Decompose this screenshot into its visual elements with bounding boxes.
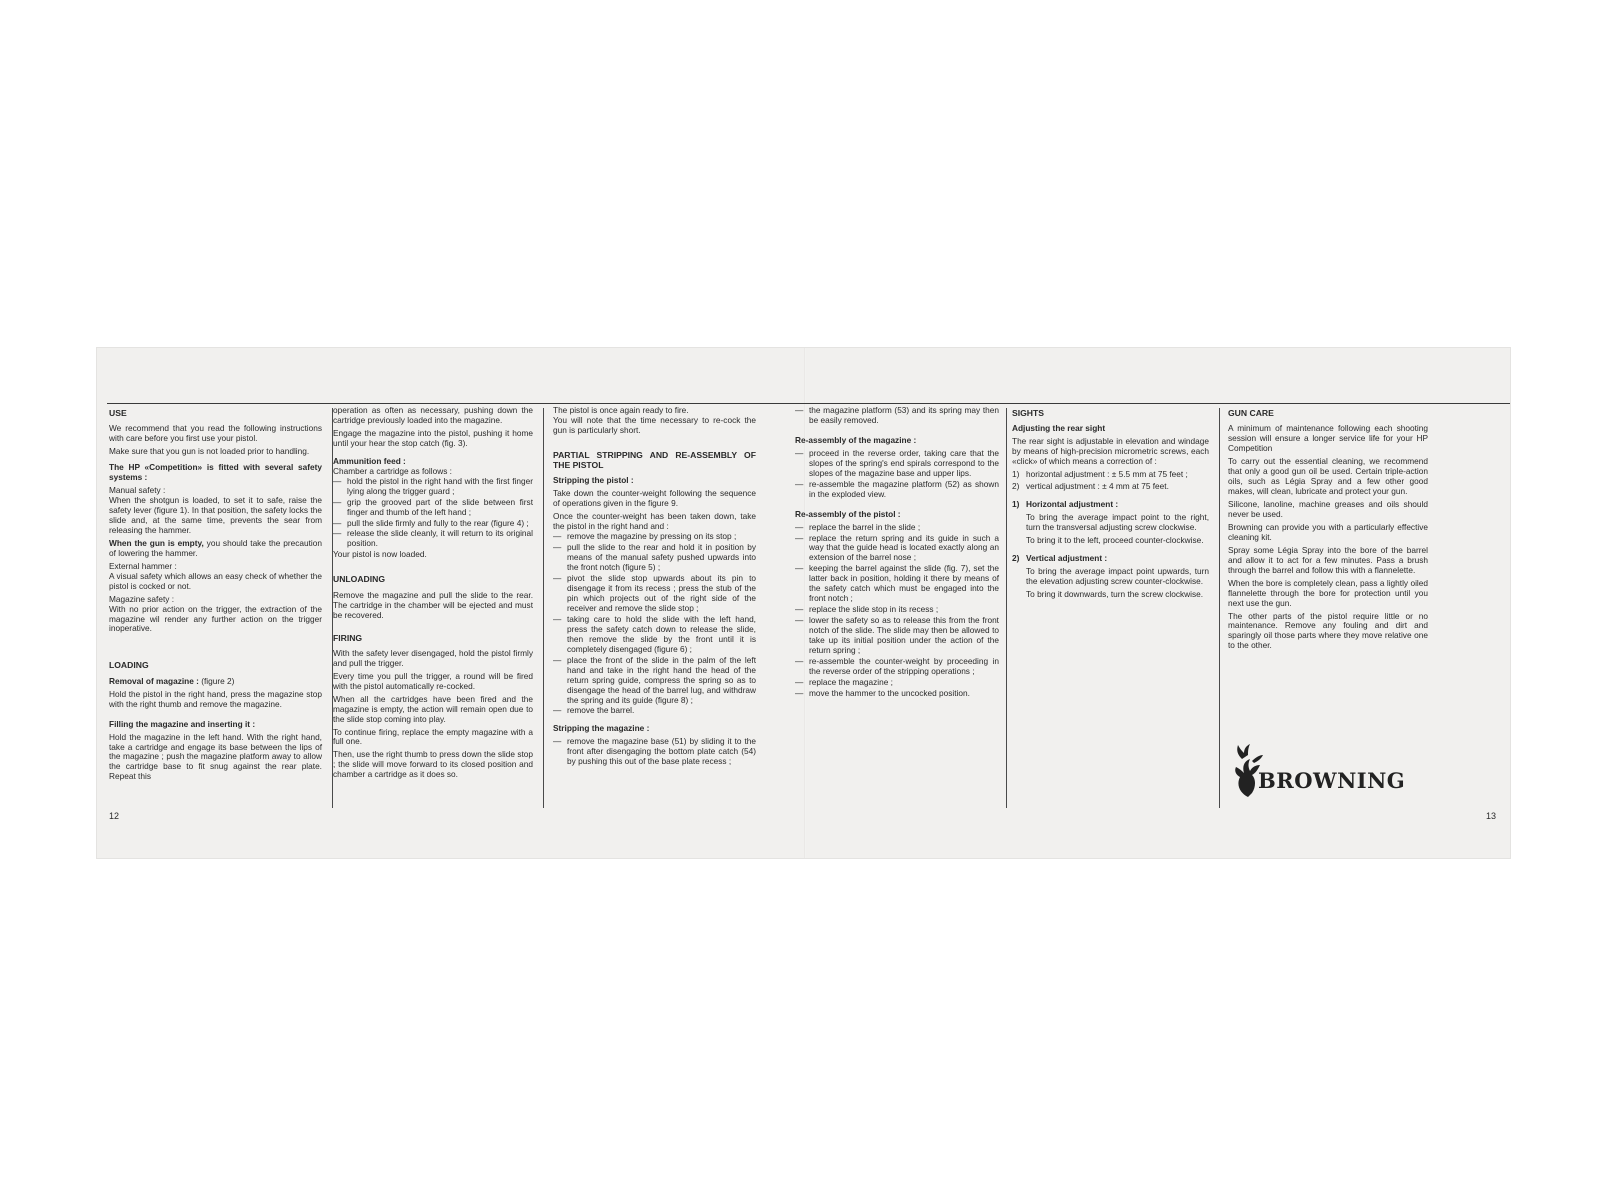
item-number: 1) (1012, 469, 1020, 480)
dash-bullet: — (795, 405, 804, 415)
browning-logo (1230, 743, 1406, 803)
item-number: 2) (1012, 552, 1020, 563)
list-ammunition (333, 477, 533, 550)
list-item (795, 616, 999, 656)
list-item (795, 406, 999, 426)
label-magazine-safety: Magazine safety : (109, 593, 175, 604)
column-divider (543, 408, 544, 808)
page-number-left: 12 (109, 811, 120, 821)
dash-bullet: — (795, 687, 804, 698)
paragraph: With no prior action on the trigger, the extraction of the magazine wil render any further action on the trigger inoperative. (109, 603, 322, 634)
paragraph: To bring it to the left, proceed counter-clockwise. (1026, 534, 1204, 545)
list-item (333, 529, 533, 549)
section-heading-loading: LOADING (109, 660, 149, 671)
paragraph: Remove the magazine and pull the slide to the rear. The cartridge in the chamber will be ejected and must be recovered. (333, 589, 533, 620)
list-item-text: the magazine platform (53) and its spring may then be easily removed. (809, 405, 999, 425)
text: Vertical adjustment : (1026, 552, 1108, 563)
dash-bullet: — (553, 542, 562, 553)
list-reassembly-magazine (795, 449, 999, 500)
list-item-text: pivot the slide stop upwards about its pin to disengage it from its recess ; press the stub of the pin which projects out of the right side of the receiver and remove the slide stop ; (567, 573, 756, 613)
list-stripping (553, 532, 756, 716)
paragraph: Browning can provide you with a particularly effective cleaning kit. (1228, 521, 1428, 542)
list-item-text: remove the magazine by pressing on its stop ; (567, 531, 737, 542)
subheading-stripping-pistol: Stripping the pistol : (553, 475, 634, 486)
list-reassembly-pistol (795, 523, 999, 699)
dash-bullet: — (553, 531, 562, 542)
dash-bullet: — (553, 705, 562, 716)
list-item-text: pull the slide to the rear and hold it in position by means of the manual safety pushed upwards into the front notch (figure 5) ; (567, 542, 756, 573)
numbered-item (1012, 470, 1209, 480)
subheading-reassembly-pistol: Re-assembly of the pistol : (795, 508, 901, 519)
paragraph: A visual safety which allows an easy check of whether the pistol is cocked or not. (109, 570, 322, 591)
paragraph: To bring the average impact point upwards, turn the elevation adjusting screw counter-clockwise. (1026, 565, 1209, 586)
list-item (795, 523, 999, 533)
list-item (795, 605, 999, 615)
list-item-text: proceed in the reverse order, taking care that the slopes of the spring's end spirals correspond to the slopes of the magazine base and upper lips. (809, 447, 999, 478)
subheading-rear-sight: Adjusting the rear sight (1012, 423, 1106, 434)
subheading-filling: Filling the magazine and inserting it : (109, 718, 256, 729)
list-item-text: replace the magazine ; (809, 676, 893, 687)
item-number: 2) (1012, 481, 1020, 492)
list-item (795, 449, 999, 479)
list-item-text: remove the barrel. (567, 705, 635, 716)
list-item (795, 657, 999, 677)
dash-bullet: — (795, 532, 804, 543)
paragraph: The pistol is once again ready to fire. (553, 405, 689, 415)
paragraph: To bring the average impact point to the right, turn the transversal adjusting screw clockwise. (1026, 511, 1209, 532)
list-item-text: replace the return spring and its guide in such a way that the guide head is located exactly along an extension of the barrel nose ; (809, 532, 999, 563)
paragraph: The rear sight is adjustable in elevation and windage by means of high-precision micrometric screws, each «click» of which means a correction of : (1012, 436, 1209, 467)
dash-bullet: — (553, 613, 562, 624)
section-heading-firing: FIRING (333, 632, 363, 643)
item-text: horizontal adjustment : ± 5.5 mm at 75 feet ; (1026, 469, 1188, 480)
list-item-text: grip the grooved part of the slide between first finger and thumb of the left hand ; (347, 496, 533, 517)
list-continued (795, 406, 999, 426)
list-item-text: re-assemble the counter-weight by proceeding in the reverse order of the stripping operations ; (809, 655, 999, 676)
dash-bullet: — (333, 528, 342, 539)
item-text: vertical adjustment : ± 4 mm at 75 feet. (1026, 481, 1169, 492)
item-number: 1) (1012, 499, 1020, 510)
paragraph: The other parts of the pistol require little or no maintenance. Remove any fouling and dirt and sparingly oil those parts where they move relative one to the other. (1228, 610, 1428, 651)
paragraph: When the shotgun is loaded, to set it to safe, raise the safety lever (figure 1). In that position, the safety locks the slide and, at the same time, prevents the sear from releasing the hammer. (109, 495, 322, 535)
dash-bullet: — (795, 604, 804, 615)
paragraph: With the safety lever disengaged, hold the pistol firmly and pull the trigger. (333, 647, 533, 668)
list-item (795, 689, 999, 699)
subheading-removal (109, 677, 322, 687)
paragraph: We recommend that you read the following instructions with care before you first use your pistol. (109, 423, 322, 444)
list-item-text: release the slide cleanly, it will return to its original position. (347, 528, 533, 549)
section-heading-sights: SIGHTS (1012, 408, 1044, 418)
paragraph: When all the cartridges have been fired and the magazine is empty, the action will remain open due to the slide stop coming into play. (333, 693, 533, 724)
paragraph: Then, use the right thumb to press down the slide stop ; the slide will move forward to its closed position and chamber a cartridge as it does so. (333, 749, 533, 780)
paragraph: A minimum of maintenance following each shooting session will ensure a longer service life for your HP Competition (1228, 423, 1428, 454)
subheading-safety-systems: The HP «Competition» is fitted with several safety systems : (109, 462, 322, 483)
list-item-text: hold the pistol in the right hand with the first finger lying along the trigger guard ; (347, 475, 533, 496)
dash-bullet: — (795, 676, 804, 687)
dash-bullet: — (333, 475, 342, 486)
paragraph: operation as often as necessary, pushing down the cartridge previously loaded into the magazine. (333, 405, 533, 425)
list-item-text: keeping the barrel against the slide (fig. 7), set the latter back in position, holding it there by means of the safety catch which must be engaged into the front notch ; (809, 563, 999, 604)
dash-bullet: — (333, 496, 342, 507)
list-item-text: remove the magazine base (51) by sliding it to the front after disengaging the bottom plate catch (54) by pushing this out of the base plate recess ; (567, 736, 756, 767)
list-stripping-magazine (553, 737, 756, 767)
text: (figure 2) (198, 675, 235, 686)
column-divider (1006, 408, 1007, 808)
text: Horizontal adjustment : (1026, 499, 1119, 510)
paragraph: Chamber a cartridge as follows : (333, 465, 452, 476)
text: you should take the precaution of lowering the hammer. (109, 537, 322, 558)
paragraph: Once the counter-weight has been taken down, take the pistol in the right hand and : (553, 511, 756, 532)
dash-bullet: — (553, 654, 562, 665)
dash-bullet: — (333, 517, 342, 528)
paragraph: Make sure that you gun is not loaded prior to handling. (109, 446, 310, 457)
text: Removal of magazine : (109, 675, 199, 686)
column-sights (1012, 406, 1209, 603)
section-heading-use: USE (109, 408, 127, 418)
dash-bullet: — (795, 521, 804, 532)
list-item (553, 737, 756, 767)
list-item-text: replace the barrel in the slide ; (809, 521, 921, 532)
column-use-loading (109, 406, 322, 785)
dash-bullet: — (795, 615, 804, 626)
list-item-text: replace the slide stop in its recess ; (809, 604, 939, 615)
column-gun-care (1228, 406, 1428, 654)
header-rule (107, 403, 1510, 404)
paragraph: Spray some Légia Spray into the bore of the barrel and allow it to act for a few minutes. Pass a brush through the barrel and follow this with a flannelette. (1228, 544, 1428, 575)
label-manual-safety: Manual safety : (109, 485, 166, 496)
subheading-reassembly-magazine: Re-assembly of the magazine : (795, 434, 917, 445)
manual-spread (97, 348, 1510, 858)
list-item (333, 477, 533, 497)
column-reassembly (795, 406, 999, 700)
list-item-text: pull the slide firmly and fully to the rear (figure 4) ; (347, 517, 529, 528)
page-number-right: 13 (1485, 811, 1496, 821)
section-heading-gun-care: GUN CARE (1228, 408, 1274, 418)
paragraph: To continue firing, replace the empty magazine with a full one. (333, 726, 533, 747)
column-stripping (553, 406, 756, 768)
list-item (795, 678, 999, 688)
list-adjustments (1012, 470, 1209, 492)
list-item (553, 615, 756, 655)
dash-bullet: — (553, 736, 562, 747)
list-item (553, 656, 756, 706)
list-item-text: lower the safety so as to release this from the front notch of the slide. The slide may then be allowed to take up its initial position under the action of the return spring ; (809, 615, 999, 656)
dash-bullet: — (795, 655, 804, 666)
list-item (553, 706, 756, 716)
subheading-ammunition: Ammunition feed : (333, 455, 406, 466)
paragraph: Engage the magazine into the pistol, pushing it home until your hear the stop catch (fig. 3). (333, 427, 533, 448)
subheading-horizontal (1012, 500, 1209, 510)
paragraph: Silicone, lanoline, machine greases and oils should never be used. (1228, 498, 1428, 519)
paragraph: You will note that the time necessary to re-cock the gun is particularly short. (553, 414, 756, 435)
paragraph-empty-gun (109, 539, 322, 559)
list-item-text: taking care to hold the slide with the left hand, press the safety catch down to release the slide, then remove the slide by the front until it is completely disengaged (figure 6) ; (567, 613, 756, 654)
section-heading-partial-stripping: PARTIAL STRIPPING AND RE-ASSEMBLY OF THE PISTOL (553, 449, 756, 471)
subheading-stripping-magazine: Stripping the magazine : (553, 723, 650, 734)
list-item (553, 574, 756, 614)
list-item (553, 532, 756, 542)
paragraph: Take down the counter-weight following the sequence of operations given in the figure 9. (553, 488, 756, 509)
list-item (333, 498, 533, 518)
list-item-text: place the front of the slide in the palm of the left hand and take in the right hand the head of the return spring guide, compress the spring so as to disengage the head of the barrel lug, and withdraw the spring and its guide (figure 8) ; (567, 654, 756, 705)
paragraph: Your pistol is now loaded. (333, 549, 427, 560)
paragraph: Hold the magazine in the left hand. With the right hand, take a cartridge and engage its base between the lips of the magazine ; push the magazine platform away to allow the cartridge base to fit snug against the rear plate. Repeat this (109, 731, 322, 782)
column-ammunition-firing (333, 406, 533, 783)
label-external-hammer: External hammer : (109, 560, 177, 571)
list-item (333, 519, 533, 529)
dash-bullet: — (553, 573, 562, 584)
paragraph: To carry out the essential cleaning, we recommend that only a good gun oil be used. Certain triple-action oils, such as Légia Spray and a few other good makes, will clean, lubricate and protect your gun. (1228, 456, 1428, 497)
list-item (795, 564, 999, 604)
section-heading-unloading: UNLOADING (333, 574, 386, 585)
dash-bullet: — (795, 563, 804, 574)
column-divider (1219, 408, 1220, 808)
list-item-text: move the hammer to the uncocked position. (809, 687, 970, 698)
paragraph: To bring it downwards, turn the screw clockwise. (1026, 588, 1204, 599)
list-item (553, 543, 756, 573)
subheading-vertical (1012, 554, 1209, 564)
list-item (795, 534, 999, 564)
dash-bullet: — (795, 447, 804, 458)
paragraph: When the bore is completely clean, pass a lightly oiled flannelette through the bore for protection until you next use the gun. (1228, 577, 1428, 608)
paragraph: Every time you pull the trigger, a round will be fired with the pistol automatically re-cocked. (333, 670, 533, 691)
list-item (795, 480, 999, 500)
bold-lead: When the gun is empty, (109, 537, 204, 548)
list-item-text: re-assemble the magazine platform (52) as shown in the exploded view. (809, 478, 999, 499)
brand-wordmark: BROWNING (1258, 768, 1406, 793)
numbered-item (1012, 482, 1209, 492)
dash-bullet: — (795, 478, 804, 489)
paragraph: Hold the pistol in the right hand, press the magazine stop with the right thumb and remove the magazine. (109, 688, 322, 709)
